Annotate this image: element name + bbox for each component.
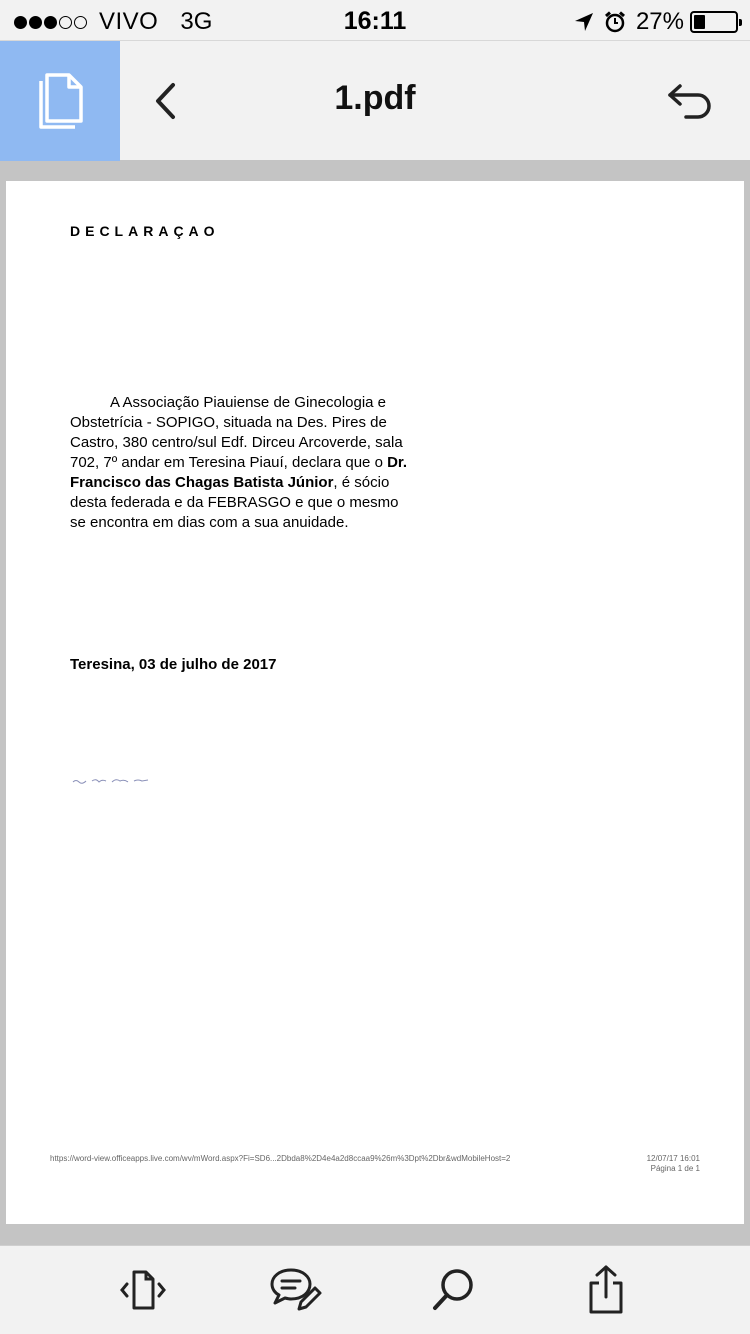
undo-button[interactable] xyxy=(660,71,720,131)
document-title: 1.pdf xyxy=(334,79,416,117)
share-icon xyxy=(586,1265,626,1315)
alarm-icon xyxy=(604,11,626,33)
documents-icon xyxy=(35,71,85,131)
share-button[interactable] xyxy=(578,1264,634,1316)
clock: 16:11 xyxy=(343,7,407,35)
pdf-page[interactable] xyxy=(6,181,744,1224)
search-icon xyxy=(430,1267,476,1313)
undo-arrow-icon xyxy=(666,83,714,119)
footer-url: https://word-view.officeapps.live.com/wv/mWord.aspx?Fi=SD6...2Dbda8%2D4e4a2d8ccaa9%26m%3Dpt%2Dbr&wdMobileHost=2 xyxy=(50,1154,511,1163)
location-arrow-icon xyxy=(574,12,594,32)
page-navigation-icon xyxy=(118,1268,168,1312)
status-bar xyxy=(0,0,750,40)
document-body xyxy=(70,393,410,533)
document-heading: DECLARAÇAO xyxy=(70,223,220,239)
back-button[interactable] xyxy=(140,71,190,131)
comment-edit-icon xyxy=(269,1267,323,1313)
battery-percent: 27% xyxy=(635,8,684,35)
signature-scribble xyxy=(72,771,152,789)
footer-datetime: 12/07/17 16:01 xyxy=(646,1154,700,1163)
body-text-part1: A Associação Piauiense de Ginecologia e Obstetrícia - SOPIGO, situada na Des. Pires de Castro, 380 centro/sul Edf. Dirceu Arcoverde, sala 702, 7º andar em Teresina Piauí, declara que o xyxy=(70,394,403,471)
chevron-left-icon xyxy=(153,82,177,120)
document-date: Teresina, 03 de julho de 2017 xyxy=(70,656,277,673)
bottom-toolbar xyxy=(0,1245,750,1334)
carrier-name: VIVO xyxy=(99,8,159,35)
search-button[interactable] xyxy=(425,1264,481,1316)
body-text-bold-name: Dr. Francisco das Chagas Batista Júnior xyxy=(70,454,408,491)
page-navigation-button[interactable] xyxy=(115,1264,171,1316)
battery-icon xyxy=(690,11,738,33)
navigation-bar xyxy=(0,40,750,160)
comment-edit-button[interactable] xyxy=(268,1264,324,1316)
documents-toggle-button[interactable] xyxy=(0,41,120,161)
network-type: 3G xyxy=(180,8,213,35)
body-text-part2: , é sócio desta federada e da FEBRASGO e que o mesmo se encontra em dias com a sua anuidade. xyxy=(70,474,399,531)
footer-meta xyxy=(647,1154,700,1174)
footer-page-number: Página 1 de 1 xyxy=(650,1164,700,1173)
